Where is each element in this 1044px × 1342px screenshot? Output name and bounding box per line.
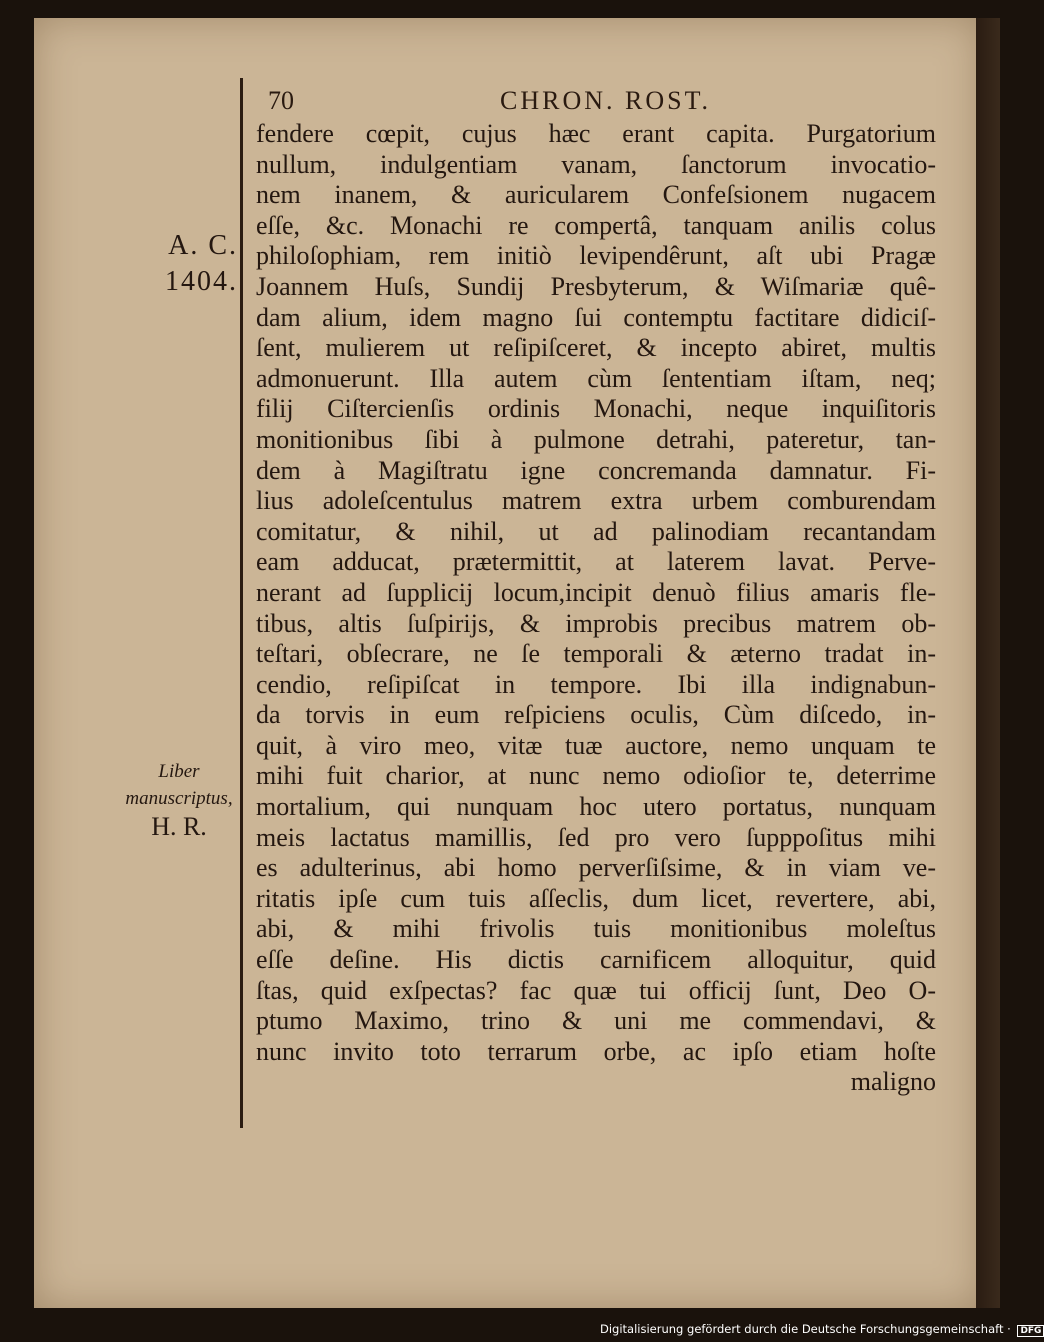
dfg-logo: DFG bbox=[1017, 1325, 1044, 1337]
text-line: ritatis ipſe cum tuis aſſeclis, dum licet, revertere, abi, bbox=[256, 883, 936, 913]
margin-hr-text: H. R. bbox=[151, 812, 207, 841]
margin-note-year bbox=[130, 228, 238, 300]
text-line: da torvis in eum reſpiciens oculis, Cùm diſcedo, in- bbox=[256, 700, 936, 730]
text-line: dam alium, idem magno ſui contemptu factitare didiciſ- bbox=[256, 302, 936, 332]
text-line: nunc invito toto terrarum orbe, ac ipſo etiam hoſte bbox=[256, 1036, 936, 1066]
margin-rule bbox=[240, 78, 243, 1128]
text-line: eam adducat, prætermittit, at laterem lavat. Perve- bbox=[256, 547, 936, 577]
text-line: admonuerunt. Illa autem cùm ſententiam iſtam, neq; bbox=[256, 363, 936, 393]
body-text bbox=[256, 119, 936, 1098]
text-line: mortalium, qui nunquam hoc utero portatus, nunquam bbox=[256, 792, 936, 822]
digitization-footer bbox=[600, 1322, 1042, 1340]
text-line: es adulterinus, abi homo perverſiſsime, & in viam ve- bbox=[256, 853, 936, 883]
running-title: CHRON. ROST. bbox=[500, 86, 712, 115]
text-line: eſſe, &c. Monachi re compertâ, tanquam anilis colus bbox=[256, 210, 936, 240]
text-line: teſtari, obſecrare, ne ſe temporali & æterno tradat in- bbox=[256, 639, 936, 669]
text-line: mihi fuit charior, at nunc nemo odioſior te, deterrime bbox=[256, 761, 936, 791]
text-line: monitionibus ſibi à pulmone detrahi, pateretur, tan- bbox=[256, 424, 936, 454]
text-line: filij Ciſtercienſis ordinis Monachi, neque inquiſitoris bbox=[256, 394, 936, 424]
text-line: fendere cœpit, cujus hæc erant capita. Purgatorium bbox=[256, 119, 936, 148]
margin-liber-text: Liber manuscriptus, bbox=[125, 761, 233, 809]
text-line: dem à Magiſtratu igne concremanda damnatur. Fi- bbox=[256, 455, 936, 485]
text-line: nerant ad ſupplicij locum,incipit denuò filius amaris fle- bbox=[256, 577, 936, 607]
text-line: ſtas, quid exſpectas? fac quæ tui officij ſunt, Deo O- bbox=[256, 975, 936, 1005]
page-header bbox=[268, 86, 936, 116]
text-line: meis lactatus mamillis, ſed pro vero ſupppoſitus mihi bbox=[256, 822, 936, 852]
text-line: eſſe deſine. His dictis carnificem alloquitur, quid bbox=[256, 945, 936, 975]
text-line: tibus, altis ſuſpirijs, & improbis precibus matrem ob- bbox=[256, 608, 936, 638]
page-edge bbox=[976, 18, 1000, 1308]
text-line: ſent, mulierem ut reſipiſceret, & incepto abiret, multis bbox=[256, 333, 936, 363]
margin-ac-label: A. C. bbox=[168, 230, 238, 261]
text-line: nullum, indulgentiam vanam, ſanctorum invocatio- bbox=[256, 149, 936, 179]
text-line: nem inanem, & auricularem Confeſsionem nugacem bbox=[256, 180, 936, 210]
text-line: philoſophiam, rem initiò levipendêrunt, aſt ubi Pragæ bbox=[256, 241, 936, 271]
text-line: ptumo Maximo, trino & uni me commendavi, & bbox=[256, 1006, 936, 1036]
text-line: quit, à viro meo, vitæ tuæ auctore, nemo unquam te bbox=[256, 730, 936, 760]
text-line: abi, & mihi frivolis tuis monitionibus moleſtus bbox=[256, 914, 936, 944]
text-line: lius adoleſcentulus matrem extra urbem comburendam bbox=[256, 486, 936, 516]
page-number: 70 bbox=[268, 86, 294, 115]
text-line: cendio, reſipiſcat in tempore. Ibi illa indignabun- bbox=[256, 669, 936, 699]
margin-note-source bbox=[120, 758, 238, 842]
text-line: Joannem Huſs, Sundij Presbyterum, & Wiſmariæ quê- bbox=[256, 271, 936, 301]
footer-credit: Digitalisierung gefördert durch die Deutsche Forschungsgemeinschaft · bbox=[600, 1322, 1011, 1336]
text-line: comitatur, & nihil, ut ad palinodiam recantandam bbox=[256, 516, 936, 546]
margin-ac-year: 1404. bbox=[165, 266, 238, 297]
text-line: maligno bbox=[850, 1067, 936, 1097]
